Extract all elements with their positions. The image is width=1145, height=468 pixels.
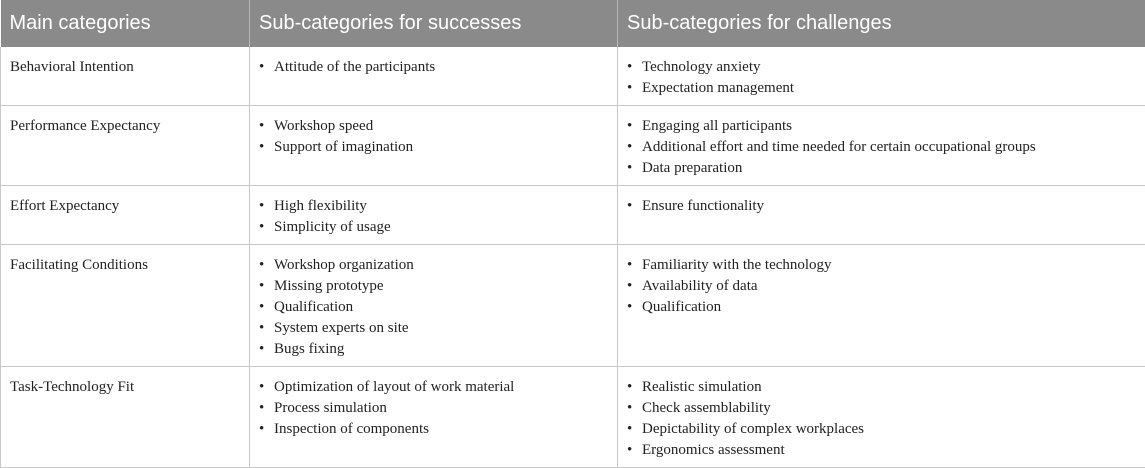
bullet-icon: •: [259, 197, 265, 214]
bullet-icon: •: [627, 420, 633, 437]
bullet-icon: •: [259, 218, 265, 235]
list-item-text: Depictability of complex workplaces: [642, 420, 865, 437]
main-category-cell: Performance Expectancy: [1, 105, 250, 185]
successes-cell: [250, 244, 618, 366]
list-item: [627, 255, 1136, 276]
table-row: [1, 366, 1145, 467]
list-item: [627, 377, 1136, 398]
bullet-icon: •: [627, 399, 633, 416]
list-item: [627, 57, 1136, 78]
list-item-text: Engaging all participants: [642, 117, 792, 134]
list-item: [259, 419, 608, 440]
header-challenges: Sub-categories for challenges: [627, 12, 892, 34]
list-item-text: System experts on site: [274, 319, 409, 336]
successes-list: [259, 196, 608, 238]
main-category-cell: Effort Expectancy: [1, 185, 250, 244]
challenges-cell: [618, 185, 1145, 244]
bullet-icon: •: [627, 298, 633, 315]
bullet-icon: •: [259, 138, 265, 155]
list-item: [627, 276, 1136, 297]
list-item: [259, 377, 608, 398]
bullet-icon: •: [627, 197, 633, 214]
challenges-list: [627, 255, 1136, 318]
challenges-list: [627, 57, 1136, 99]
list-item-text: Ensure functionality: [642, 197, 765, 214]
bullet-icon: •: [259, 378, 265, 395]
successes-list: [259, 57, 608, 78]
list-item-text: Workshop organization: [274, 256, 414, 273]
bullet-icon: •: [627, 159, 633, 176]
challenges-cell: [618, 105, 1145, 185]
successes-cell: [250, 105, 618, 185]
bullet-icon: •: [627, 117, 633, 134]
list-item-text: Optimization of layout of work material: [274, 378, 515, 395]
main-category-cell: Behavioral Intention: [1, 47, 250, 105]
list-item: [627, 440, 1136, 461]
bullet-icon: •: [259, 420, 265, 437]
list-item: [627, 78, 1136, 99]
list-item-text: Realistic simulation: [642, 378, 762, 395]
bullet-icon: •: [259, 319, 265, 336]
list-item-text: Qualification: [274, 298, 354, 315]
header-main-categories: Main categories: [1, 0, 250, 47]
list-item-text: Process simulation: [274, 399, 387, 416]
list-item-text: Workshop speed: [274, 117, 374, 134]
list-item-text: Support of imagination: [274, 138, 414, 155]
list-item: [259, 318, 608, 339]
bullet-icon: •: [627, 138, 633, 155]
challenges-cell: [618, 47, 1145, 105]
main-category-cell: Facilitating Conditions: [1, 244, 250, 366]
bullet-icon: •: [259, 256, 265, 273]
list-item: [627, 419, 1136, 440]
list-item: [259, 398, 608, 419]
list-item: [627, 297, 1136, 318]
table-row: [1, 244, 1145, 366]
list-item: [259, 276, 608, 297]
list-item: [259, 217, 608, 238]
challenges-list: [627, 116, 1136, 179]
bullet-icon: •: [259, 277, 265, 294]
table-header: [1, 0, 1145, 47]
list-item-text: Familiarity with the technology: [642, 256, 832, 273]
list-item-text: Check assemblability: [642, 399, 771, 416]
list-item-text: High flexibility: [274, 197, 367, 214]
list-item-text: Attitude of the participants: [274, 59, 436, 75]
table-row: [1, 185, 1145, 244]
list-item-text: Expectation management: [642, 80, 795, 96]
list-item-text: Qualification: [642, 298, 722, 315]
bullet-icon: •: [259, 117, 265, 134]
bullet-icon: •: [627, 441, 633, 458]
list-item: [627, 398, 1136, 419]
list-item-text: Ergonomics assessment: [642, 441, 785, 458]
list-item-text: Bugs fixing: [274, 340, 345, 357]
list-item-text: Technology anxiety: [642, 59, 761, 75]
list-item-text: Additional effort and time needed for certain occupational groups: [642, 138, 1036, 155]
bullet-icon: •: [627, 80, 633, 96]
list-item: [627, 158, 1136, 179]
bullet-icon: •: [259, 298, 265, 315]
bullet-icon: •: [627, 378, 633, 395]
table-row: [1, 105, 1145, 185]
successes-cell: [250, 47, 618, 105]
list-item: [259, 137, 608, 158]
list-item-text: Availability of data: [642, 277, 758, 294]
list-item: [259, 255, 608, 276]
list-item-text: Data preparation: [642, 159, 743, 176]
successes-list: [259, 377, 608, 440]
list-item: [259, 57, 608, 78]
header-row: [1, 0, 1145, 47]
list-item: [627, 137, 1136, 158]
list-item: [627, 116, 1136, 137]
header-successes: Sub-categories for successes: [250, 0, 618, 47]
list-item: [259, 116, 608, 137]
challenges-cell: [618, 244, 1145, 366]
successes-list: [259, 255, 608, 360]
bullet-icon: •: [627, 59, 633, 75]
bullet-icon: •: [259, 399, 265, 416]
bullet-icon: •: [259, 59, 265, 75]
bullet-icon: •: [627, 256, 633, 273]
challenges-list: [627, 196, 1136, 217]
list-item: [259, 297, 608, 318]
successes-list: [259, 116, 608, 158]
challenges-list: [627, 377, 1136, 461]
bullet-icon: •: [627, 277, 633, 294]
table-row: [1, 47, 1145, 105]
list-item-text: Simplicity of usage: [274, 218, 391, 235]
successes-cell: [250, 366, 618, 467]
list-item: [627, 196, 1136, 217]
table-body: [1, 47, 1145, 467]
main-category-cell: Task-Technology Fit: [1, 366, 250, 467]
list-item-text: Missing prototype: [274, 277, 384, 294]
list-item: [259, 339, 608, 360]
bullet-icon: •: [259, 340, 265, 357]
list-item: [259, 196, 608, 217]
list-item-text: Inspection of components: [274, 420, 429, 437]
successes-cell: [250, 185, 618, 244]
challenges-cell: [618, 366, 1145, 467]
